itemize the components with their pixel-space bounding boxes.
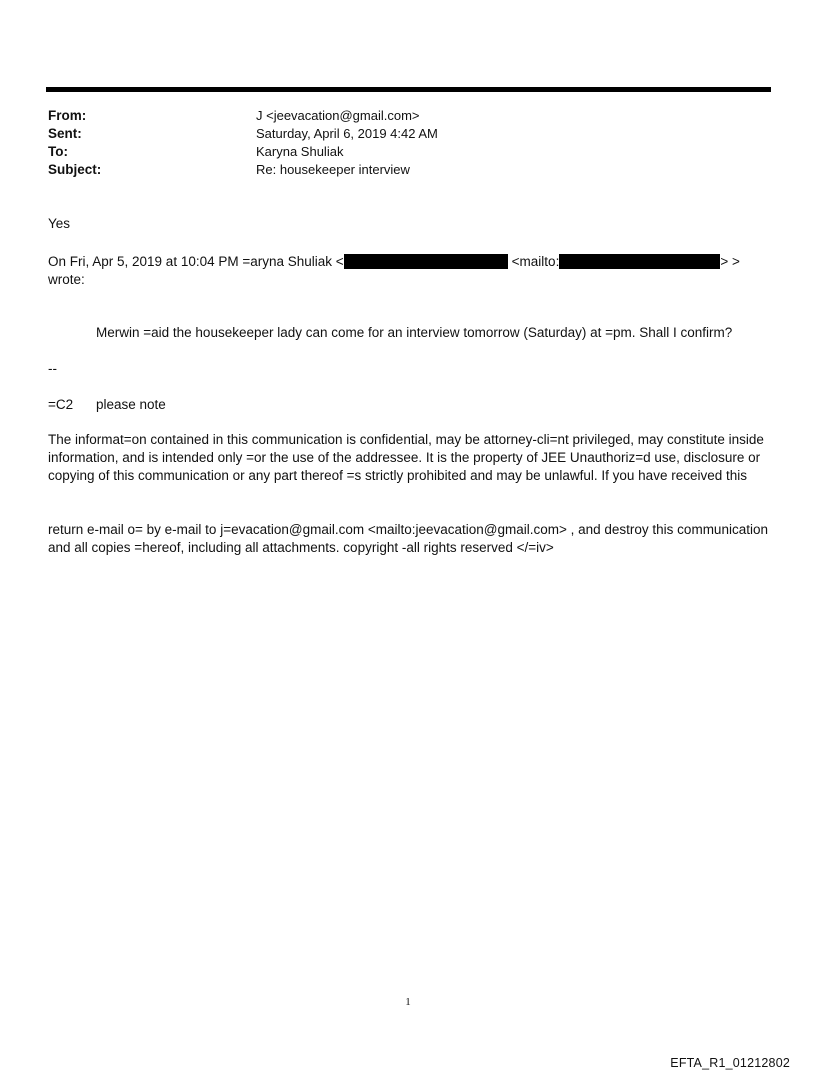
quote-intro-line [48, 253, 740, 271]
subject-label: Subject: [48, 162, 102, 177]
header-from-row [48, 107, 420, 125]
quote-mailto: <mailto: [511, 254, 560, 269]
sent-value: Saturday, April 6, 2019 4:42 AM [256, 126, 438, 141]
quoted-message: Merwin =aid the housekeeper lady can come for an interview tomorrow (Saturday) at =pm. Shall I confirm? [96, 325, 733, 340]
bates-number: EFTA_R1_01212802 [670, 1056, 790, 1070]
quote-end: > > [720, 254, 740, 269]
header-sent-row [48, 125, 438, 143]
signature-separator: -- [48, 361, 57, 376]
redaction-block [344, 254, 508, 269]
header-subject-row [48, 161, 410, 179]
redaction-block [559, 254, 720, 269]
to-value: Karyna Shuliak [256, 144, 344, 159]
quote-intro: On Fri, Apr 5, 2019 at 10:04 PM =aryna Shuliak < [48, 254, 344, 269]
note-text: please note [96, 397, 166, 412]
sent-label: Sent: [48, 126, 82, 141]
from-label: From: [48, 108, 87, 123]
note-line [48, 396, 166, 414]
note-code: =C2 [48, 397, 74, 412]
header-to-row [48, 143, 343, 161]
to-label: To: [48, 144, 68, 159]
return-notice: return e-mail o= by e-mail to j=evacation@gmail.com <mailto:jeevacation@gmail.com> , and destroy this communication and all copies =hereof, including all attachments. copyright -all rights reserved </=iv> [48, 522, 768, 555]
confidentiality-notice: The informat=on contained in this communication is confidential, may be attorney-cli=nt privileged, may constitute inside information, and is intended only =or the use of the addressee. It is the property of JEE Unauthoriz=d use, disclosure or copying of this communication or any part thereof =s strictly prohibited and may be unlawful. If you have received this [48, 432, 764, 483]
quote-wrote: wrote: [48, 272, 85, 287]
from-value: J <jeevacation@gmail.com> [256, 108, 420, 123]
header-rule [46, 87, 771, 92]
page-number: 1 [405, 996, 411, 1008]
subject-value: Re: housekeeper interview [256, 162, 410, 177]
reply-text: Yes [48, 216, 71, 231]
